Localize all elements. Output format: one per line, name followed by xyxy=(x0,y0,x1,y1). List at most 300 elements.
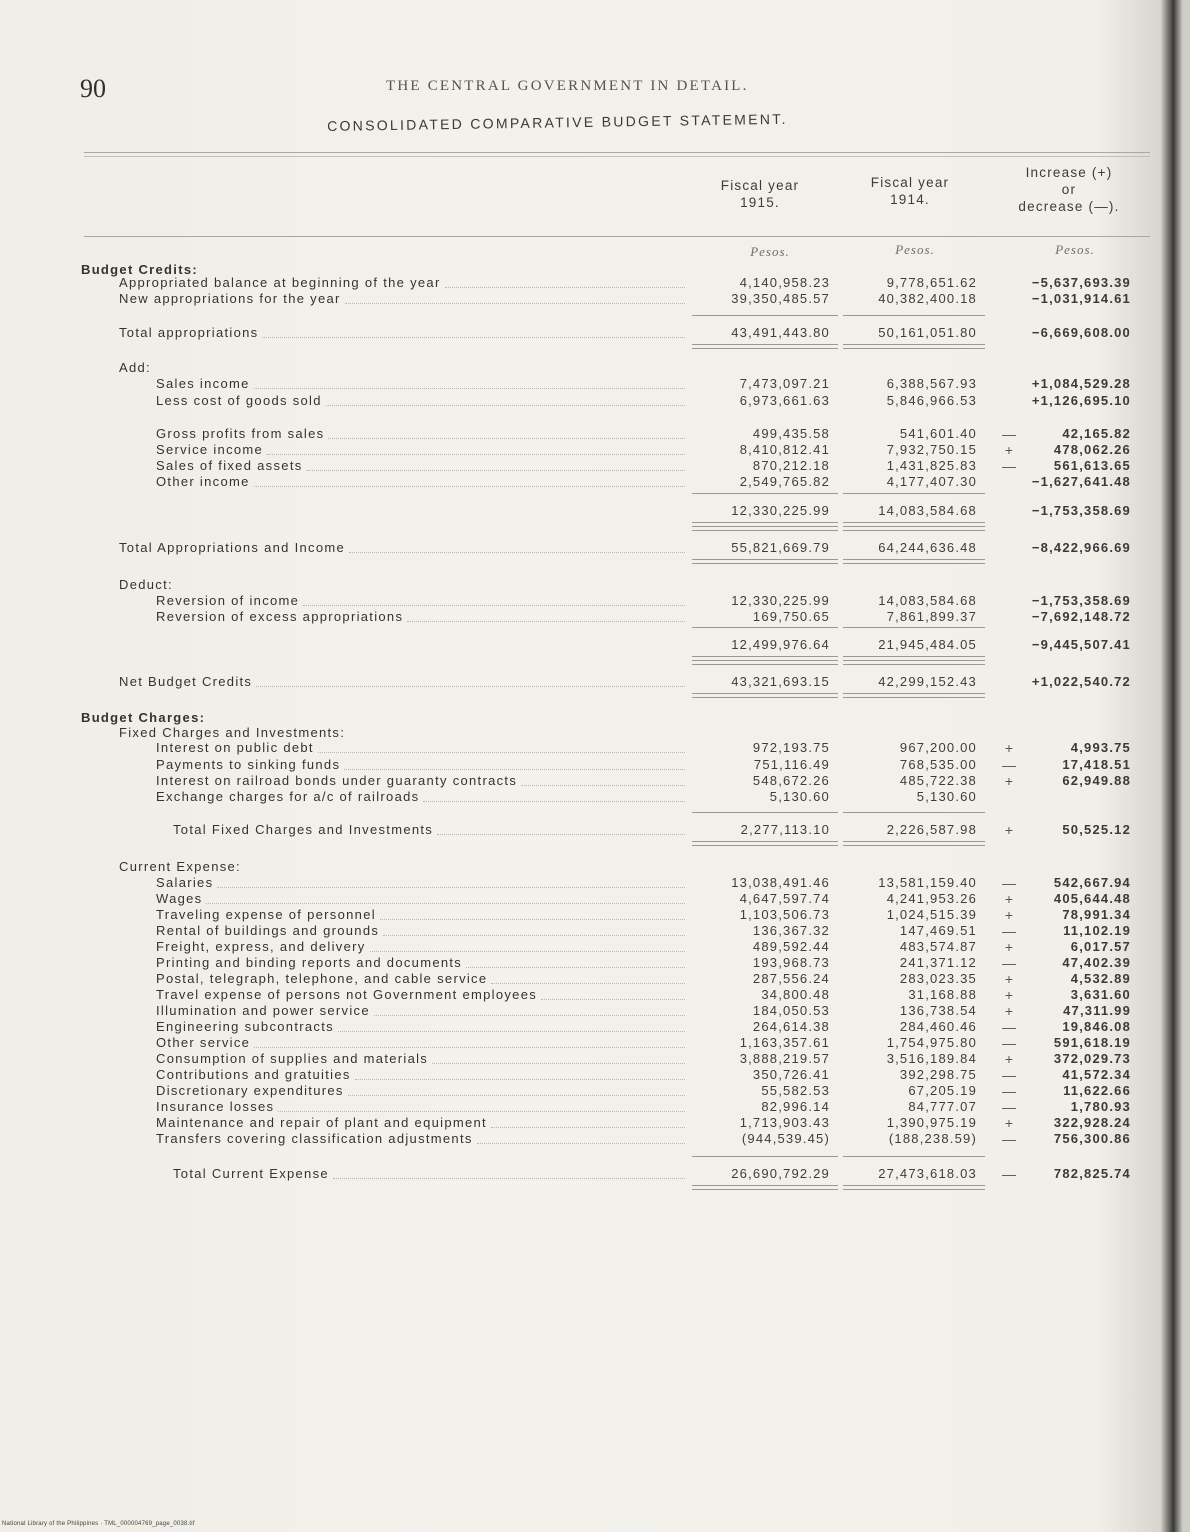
value-1914: 21,945,484.05 xyxy=(878,637,977,652)
value-1914: 2,226,587.98 xyxy=(886,822,977,837)
total-double-rule xyxy=(843,522,985,527)
value-change: 11,102.19 xyxy=(1063,923,1131,938)
value-1915: 8,410,812.41 xyxy=(739,442,830,457)
value-change: 4,532.89 xyxy=(1070,971,1131,986)
value-change: −6,669,608.00 xyxy=(1031,325,1131,340)
value-change: 78,991.34 xyxy=(1062,907,1131,922)
change-sign: + xyxy=(1004,1115,1014,1131)
value-1914: 64,244,636.48 xyxy=(878,540,977,555)
table-row xyxy=(0,740,1190,756)
value-1915: (944,539.45) xyxy=(741,1131,830,1146)
value-change: −9,445,507.41 xyxy=(1031,637,1131,652)
change-sign: + xyxy=(1004,1003,1014,1019)
value-1915: 6,973,661.63 xyxy=(739,393,830,408)
change-sign: + xyxy=(1004,987,1014,1003)
row-label: Maintenance and repair of plant and equipment xyxy=(156,1115,487,1130)
table-row xyxy=(0,725,1190,741)
value-1914: 284,460.46 xyxy=(899,1019,977,1034)
value-1914: 485,722.38 xyxy=(899,773,977,788)
value-1915: 136,367.32 xyxy=(752,923,830,938)
change-sign: — xyxy=(1002,1083,1016,1099)
dot-leader xyxy=(491,1127,685,1128)
table-row xyxy=(0,1067,1190,1083)
value-1915: 1,713,903.43 xyxy=(739,1115,830,1130)
table-row xyxy=(0,971,1190,987)
value-change: 41,572.34 xyxy=(1062,1067,1131,1082)
value-1915: 55,582.53 xyxy=(761,1083,830,1098)
value-1915: 548,672.26 xyxy=(752,773,830,788)
row-label: Exchange charges for a/c of railroads xyxy=(156,789,420,804)
value-1914: 967,200.00 xyxy=(899,740,977,755)
total-double-rule xyxy=(843,559,985,564)
value-1914: 768,535.00 xyxy=(899,757,977,772)
table-row xyxy=(0,609,1190,625)
dot-leader xyxy=(345,303,685,304)
change-sign: — xyxy=(1002,1035,1016,1051)
value-1915: 2,277,113.10 xyxy=(740,822,830,837)
value-1914: 1,431,825.83 xyxy=(886,458,977,473)
dot-leader xyxy=(445,287,685,288)
dot-leader xyxy=(348,1095,685,1096)
row-label: Interest on railroad bonds under guaranty contracts xyxy=(156,773,518,788)
sum-rule xyxy=(843,493,985,494)
table-row xyxy=(0,939,1190,955)
value-change: 3,631.60 xyxy=(1070,987,1131,1002)
column-header-change-line1: Increase (+) xyxy=(1025,165,1113,180)
row-label: Sales of fixed assets xyxy=(156,458,303,473)
value-change: 478,062.26 xyxy=(1053,442,1131,457)
dot-leader xyxy=(432,1063,685,1064)
value-1915: 193,968.73 xyxy=(752,955,830,970)
value-1915: 350,726.41 xyxy=(752,1067,830,1082)
value-change: −7,692,148.72 xyxy=(1031,609,1131,624)
value-change: −1,753,358.69 xyxy=(1031,593,1131,608)
units-label-1914: Pesos. xyxy=(895,242,935,257)
row-label: Total Current Expense xyxy=(173,1166,329,1181)
column-header-1915 xyxy=(690,177,830,211)
sum-rule xyxy=(843,664,985,665)
table-row xyxy=(0,1083,1190,1099)
sum-rule xyxy=(843,627,985,628)
table-row xyxy=(0,1019,1190,1035)
row-label: Printing and binding reports and documents xyxy=(156,955,463,970)
value-1915: 4,140,958.23 xyxy=(739,275,830,290)
table-row xyxy=(0,875,1190,891)
total-double-rule xyxy=(692,693,838,698)
row-label: Engineering subcontracts xyxy=(156,1019,334,1034)
row-label: Discretionary expenditures xyxy=(156,1083,344,1098)
value-1915: 55,821,669.79 xyxy=(731,540,830,555)
row-label: Travel expense of persons not Government employees xyxy=(156,987,538,1002)
sum-rule xyxy=(692,812,838,813)
table-top-rule xyxy=(84,152,1150,153)
table-row xyxy=(0,891,1190,907)
row-label: Budget Charges: xyxy=(81,710,206,725)
value-change: 561,613.65 xyxy=(1053,458,1131,473)
value-1914: 5,846,966.53 xyxy=(886,393,977,408)
value-change: 62,949.88 xyxy=(1062,773,1131,788)
dot-leader xyxy=(491,983,685,984)
row-label: Appropriated balance at beginning of the year xyxy=(119,275,441,290)
dot-leader xyxy=(344,769,685,770)
change-sign: — xyxy=(1002,757,1016,773)
table-row xyxy=(0,442,1190,458)
dot-leader xyxy=(466,967,685,968)
dot-leader xyxy=(355,1079,685,1080)
value-1914: 14,083,584.68 xyxy=(878,503,977,518)
value-1915: 1,103,506.73 xyxy=(739,907,830,922)
row-label: Budget Credits: xyxy=(81,262,198,277)
value-1914: 5,130.60 xyxy=(916,789,977,804)
value-1914: 136,738.54 xyxy=(899,1003,977,1018)
value-1914: 9,778,651.62 xyxy=(886,275,977,290)
value-1914: 84,777.07 xyxy=(908,1099,977,1114)
value-1915: 287,556.24 xyxy=(752,971,830,986)
value-1914: 1,024,515.39 xyxy=(886,907,977,922)
value-change: 47,311.99 xyxy=(1063,1003,1131,1018)
sum-rule xyxy=(692,530,838,531)
value-change: +1,126,695.10 xyxy=(1031,393,1131,408)
dot-leader xyxy=(338,1031,685,1032)
value-1915: 489,592.44 xyxy=(752,939,830,954)
change-sign: + xyxy=(1004,822,1014,838)
total-row xyxy=(0,822,1190,838)
change-sign: — xyxy=(1002,1067,1016,1083)
value-change: −1,031,914.61 xyxy=(1031,291,1131,306)
value-change: 591,618.19 xyxy=(1053,1035,1131,1050)
value-change: 6,017.57 xyxy=(1070,939,1131,954)
scan-footer: National Library of the Philippines · TML_000004769_page_0038.tif xyxy=(2,1521,195,1527)
column-header-1914-line2: 1914. xyxy=(890,192,930,207)
change-sign: — xyxy=(1002,1166,1016,1182)
value-1914: 483,574.87 xyxy=(899,939,977,954)
row-label: Reversion of income xyxy=(156,593,300,608)
row-label: Add: xyxy=(119,360,151,375)
row-label: Salaries xyxy=(156,875,214,890)
value-1915: 751,116.49 xyxy=(753,757,830,772)
value-1914: 31,168.88 xyxy=(908,987,977,1002)
row-label: Contributions and gratuities xyxy=(156,1067,351,1082)
value-1914: 42,299,152.43 xyxy=(878,674,977,689)
row-label: Payments to sinking funds xyxy=(156,757,341,772)
value-1915: 12,499,976.64 xyxy=(731,637,830,652)
value-change: 756,300.86 xyxy=(1053,1131,1131,1146)
value-1914: 241,371.12 xyxy=(899,955,977,970)
table-top-rule-inner xyxy=(84,156,1150,157)
value-change: 405,644.48 xyxy=(1053,891,1131,906)
value-1915: 12,330,225.99 xyxy=(731,503,830,518)
row-label: Postal, telegraph, telephone, and cable service xyxy=(156,971,488,986)
row-label: Total Appropriations and Income xyxy=(119,540,346,555)
table-row xyxy=(0,710,1190,726)
row-label: Current Expense: xyxy=(119,859,241,874)
value-1915: 3,888,219.57 xyxy=(739,1051,830,1066)
total-double-rule xyxy=(692,522,838,527)
value-1914: 3,516,189.84 xyxy=(886,1051,977,1066)
row-label: Deduct: xyxy=(119,577,173,592)
row-label: Other income xyxy=(156,474,250,489)
table-row xyxy=(0,1035,1190,1051)
value-1915: 43,321,693.15 xyxy=(731,674,830,689)
dot-leader xyxy=(303,605,685,606)
row-label: Wages xyxy=(156,891,203,906)
sum-rule xyxy=(692,664,838,665)
dot-leader xyxy=(256,686,685,687)
table-row xyxy=(0,789,1190,805)
row-label: Total appropriations xyxy=(119,325,259,340)
total-double-rule xyxy=(692,559,838,564)
value-change: −1,627,641.48 xyxy=(1031,474,1131,489)
dot-leader xyxy=(521,785,685,786)
value-change: 322,928.24 xyxy=(1053,1115,1131,1130)
value-1914: 392,298.75 xyxy=(899,1067,977,1082)
dot-leader xyxy=(254,388,685,389)
dot-leader xyxy=(477,1143,685,1144)
total-double-rule xyxy=(843,693,985,698)
units-label-change: Pesos. xyxy=(1055,242,1095,257)
value-1915: 499,435.58 xyxy=(752,426,830,441)
total-row xyxy=(0,637,1190,653)
table-row xyxy=(0,393,1190,409)
table-row xyxy=(0,907,1190,923)
value-1914: 1,390,975.19 xyxy=(886,1115,977,1130)
row-label: Reversion of excess appropriations xyxy=(156,609,404,624)
value-change: 50,525.12 xyxy=(1062,822,1131,837)
value-1915: 34,800.48 xyxy=(761,987,830,1002)
value-1915: 39,350,485.57 xyxy=(731,291,830,306)
page-number: 90 xyxy=(80,74,106,103)
sum-rule xyxy=(843,315,985,316)
dot-leader xyxy=(333,1178,685,1179)
total-double-rule xyxy=(692,841,838,846)
total-double-rule xyxy=(843,841,985,846)
total-double-rule xyxy=(692,344,838,349)
dot-leader xyxy=(407,621,685,622)
column-header-change-line3: decrease (—). xyxy=(1018,199,1120,214)
value-1914: 50,161,051.80 xyxy=(878,325,977,340)
header-bottom-rule xyxy=(84,236,1150,237)
value-1915: 12,330,225.99 xyxy=(731,593,830,608)
value-change: 542,667.94 xyxy=(1053,875,1131,890)
table-row xyxy=(0,360,1190,376)
units-label-1915: Pesos. xyxy=(750,244,790,259)
value-1914: 4,177,407.30 xyxy=(886,474,977,489)
value-1914: 283,023.35 xyxy=(899,971,977,986)
total-row xyxy=(0,503,1190,519)
value-change: 1,780.93 xyxy=(1070,1099,1131,1114)
table-row xyxy=(0,1003,1190,1019)
dot-leader xyxy=(383,935,685,936)
value-1915: 82,996.14 xyxy=(761,1099,830,1114)
total-double-rule xyxy=(692,656,838,661)
dot-leader xyxy=(374,1015,685,1016)
value-change: −5,637,693.39 xyxy=(1031,275,1131,290)
value-1914: 6,388,567.93 xyxy=(886,376,977,391)
row-label: Service income xyxy=(156,442,264,457)
table-row xyxy=(0,593,1190,609)
value-1914: 14,083,584.68 xyxy=(878,593,977,608)
dot-leader xyxy=(318,752,685,753)
row-label: Interest on public debt xyxy=(156,740,314,755)
change-sign: — xyxy=(1002,1019,1016,1035)
change-sign: — xyxy=(1002,458,1016,474)
change-sign: — xyxy=(1002,426,1016,442)
total-double-rule xyxy=(843,656,985,661)
table-row xyxy=(0,458,1190,474)
sum-rule xyxy=(692,493,838,494)
row-label: Illumination and power service xyxy=(156,1003,370,1018)
row-label: Sales income xyxy=(156,376,250,391)
dot-leader xyxy=(380,919,685,920)
change-sign: — xyxy=(1002,1099,1016,1115)
row-label: Consumption of supplies and materials xyxy=(156,1051,429,1066)
value-change: +1,022,540.72 xyxy=(1031,674,1131,689)
value-1914: 7,932,750.15 xyxy=(886,442,977,457)
table-row xyxy=(0,955,1190,971)
total-row xyxy=(0,325,1190,341)
dot-leader xyxy=(326,405,685,406)
row-label: Gross profits from sales xyxy=(156,426,325,441)
row-label: Insurance losses xyxy=(156,1099,275,1114)
sum-rule xyxy=(843,812,985,813)
sum-rule xyxy=(692,1156,838,1157)
table-row xyxy=(0,923,1190,939)
table-row xyxy=(0,987,1190,1003)
sum-rule xyxy=(692,627,838,628)
change-sign: + xyxy=(1004,891,1014,907)
row-label: Less cost of goods sold xyxy=(156,393,322,408)
change-sign: — xyxy=(1002,923,1016,939)
table-row xyxy=(0,859,1190,875)
total-double-rule xyxy=(843,344,985,349)
dot-leader xyxy=(328,438,685,439)
dot-leader xyxy=(437,834,685,835)
dot-leader xyxy=(206,903,685,904)
value-1915: 264,614.38 xyxy=(752,1019,830,1034)
value-change: 11,622.66 xyxy=(1063,1083,1131,1098)
table-row xyxy=(0,426,1190,442)
value-change: 47,402.39 xyxy=(1062,955,1131,970)
value-1915: 7,473,097.21 xyxy=(739,376,830,391)
dot-leader xyxy=(217,887,685,888)
value-change: 4,993.75 xyxy=(1070,740,1131,755)
value-1915: 972,193.75 xyxy=(752,740,830,755)
dot-leader xyxy=(278,1111,685,1112)
change-sign: + xyxy=(1004,773,1014,789)
row-label: Rental of buildings and grounds xyxy=(156,923,380,938)
value-1915: 870,212.18 xyxy=(752,458,830,473)
value-change: −8,422,966.69 xyxy=(1031,540,1131,555)
row-label: New appropriations for the year xyxy=(119,291,341,306)
dot-leader xyxy=(254,486,685,487)
table-row xyxy=(0,291,1190,307)
column-header-change xyxy=(995,164,1143,215)
change-sign: + xyxy=(1004,740,1014,756)
value-1914: 40,382,400.18 xyxy=(878,291,977,306)
sum-rule xyxy=(692,315,838,316)
row-label: Net Budget Credits xyxy=(119,674,253,689)
column-header-1915-line1: Fiscal year xyxy=(720,178,800,193)
change-sign: — xyxy=(1002,1131,1016,1147)
dot-leader xyxy=(423,801,685,802)
column-header-1914-line1: Fiscal year xyxy=(870,175,950,190)
row-label: Other service xyxy=(156,1035,251,1050)
table-row xyxy=(0,1099,1190,1115)
total-row xyxy=(0,674,1190,690)
value-1914: 147,469.51 xyxy=(899,923,977,938)
value-1915: 43,491,443.80 xyxy=(731,325,830,340)
sum-rule xyxy=(843,530,985,531)
value-1915: 169,750.65 xyxy=(752,609,830,624)
value-1914: 1,754,975.80 xyxy=(886,1035,977,1050)
value-change: +1,084,529.28 xyxy=(1031,376,1131,391)
row-label: Traveling expense of personnel xyxy=(156,907,376,922)
value-1914: 4,241,953.26 xyxy=(886,891,977,906)
total-double-rule xyxy=(843,1185,985,1190)
row-label: Total Fixed Charges and Investments xyxy=(173,822,434,837)
dot-leader xyxy=(349,552,685,553)
dot-leader xyxy=(267,454,685,455)
table-title: CONSOLIDATED COMPARATIVE BUDGET STATEMENT. xyxy=(327,110,788,134)
column-header-1914 xyxy=(840,174,980,208)
dot-leader xyxy=(307,470,685,471)
change-sign: + xyxy=(1004,442,1014,458)
value-1914: 67,205.19 xyxy=(908,1083,977,1098)
value-change: 19,846.08 xyxy=(1062,1019,1131,1034)
table-row xyxy=(0,773,1190,789)
total-row xyxy=(0,1166,1190,1182)
table-row xyxy=(0,577,1190,593)
dot-leader xyxy=(541,999,685,1000)
value-1915: 1,163,357.61 xyxy=(739,1035,830,1050)
sum-rule xyxy=(843,1156,985,1157)
table-row xyxy=(0,1115,1190,1131)
row-label: Transfers covering classification adjustments xyxy=(156,1131,473,1146)
change-sign: + xyxy=(1004,1051,1014,1067)
table-row xyxy=(0,1051,1190,1067)
change-sign: + xyxy=(1004,939,1014,955)
value-1915: 5,130.60 xyxy=(769,789,830,804)
table-row xyxy=(0,275,1190,291)
value-change: 17,418.51 xyxy=(1062,757,1131,772)
dot-leader xyxy=(254,1047,685,1048)
change-sign: + xyxy=(1004,971,1014,987)
table-row xyxy=(0,474,1190,490)
change-sign: + xyxy=(1004,907,1014,923)
row-label: Fixed Charges and Investments: xyxy=(119,725,346,740)
column-header-change-line2: or xyxy=(1061,182,1077,197)
value-1915: 13,038,491.46 xyxy=(731,875,830,890)
table-row xyxy=(0,1131,1190,1147)
dot-leader xyxy=(262,337,685,338)
value-1914: (188,238.59) xyxy=(888,1131,977,1146)
change-sign: — xyxy=(1002,955,1016,971)
value-1914: 13,581,159.40 xyxy=(878,875,977,890)
change-sign: — xyxy=(1002,875,1016,891)
value-change: 782,825.74 xyxy=(1053,1166,1131,1181)
value-1915: 184,050.53 xyxy=(752,1003,830,1018)
value-1914: 7,861,899.37 xyxy=(886,609,977,624)
dot-leader xyxy=(370,951,685,952)
value-change: 42,165.82 xyxy=(1062,426,1131,441)
running-head: THE CENTRAL GOVERNMENT IN DETAIL. xyxy=(386,78,749,94)
table-row xyxy=(0,757,1190,773)
table-row xyxy=(0,376,1190,392)
value-1915: 2,549,765.82 xyxy=(739,474,830,489)
value-1915: 26,690,792.29 xyxy=(731,1166,830,1181)
value-1915: 4,647,597.74 xyxy=(739,891,830,906)
total-row xyxy=(0,540,1190,556)
